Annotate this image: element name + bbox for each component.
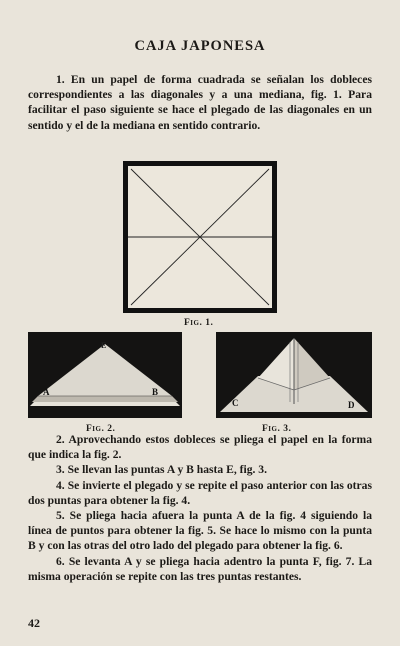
step-5: 5. Se pliega hacia afuera la punta A de la fig. 4 siguiendo la línea de puntos para obtener la fig. 5. Se hace lo mismo con la punta B y con las otras del otro lado del plegado para obtener la fig. 6. xyxy=(28,509,372,553)
label-b: B xyxy=(152,387,159,397)
page-number: 42 xyxy=(28,616,40,630)
intro-paragraph: 1. En un papel de forma cuadrada se señalan los dobleces correspondientes a las diagonales y a una mediana, fig. 1. Para facilitar el paso siguiente se hace el plegado de las diagonales en un sentido y el de la mediana en sentido contrario. xyxy=(28,73,372,132)
figure-2-folded-triangle xyxy=(28,332,182,418)
figure-1-square-creases xyxy=(123,161,277,313)
figure-3-folded-points xyxy=(216,332,372,418)
figure-2-caption: Fig. 2. xyxy=(86,424,116,434)
figure-1-caption: Fig. 1. xyxy=(184,318,214,328)
step-3: 3. Se llevan las puntas A y B hasta E, fig. 3. xyxy=(56,463,267,477)
label-a: A xyxy=(43,387,50,397)
step-6: 6. Se levanta A y se pliega hacia adentro la punta F, fig. 7. La misma operación se repite con las tres puntas restantes. xyxy=(28,554,372,583)
label-d: D xyxy=(348,400,355,410)
step-4: 4. Se invierte el plegado y se repite el paso anterior con las otras dos puntas para obtener la fig. 4. xyxy=(28,478,372,507)
step-2: 2. Aprovechando estos dobleces se pliega el papel en la forma que indica la fig. 2. xyxy=(28,433,372,462)
label-c: C xyxy=(232,398,239,408)
page-title: CAJA JAPONESA xyxy=(134,38,266,54)
figure-3-caption: Fig. 3. xyxy=(262,424,292,434)
steps-section xyxy=(28,432,372,584)
label-e: E xyxy=(101,341,107,350)
